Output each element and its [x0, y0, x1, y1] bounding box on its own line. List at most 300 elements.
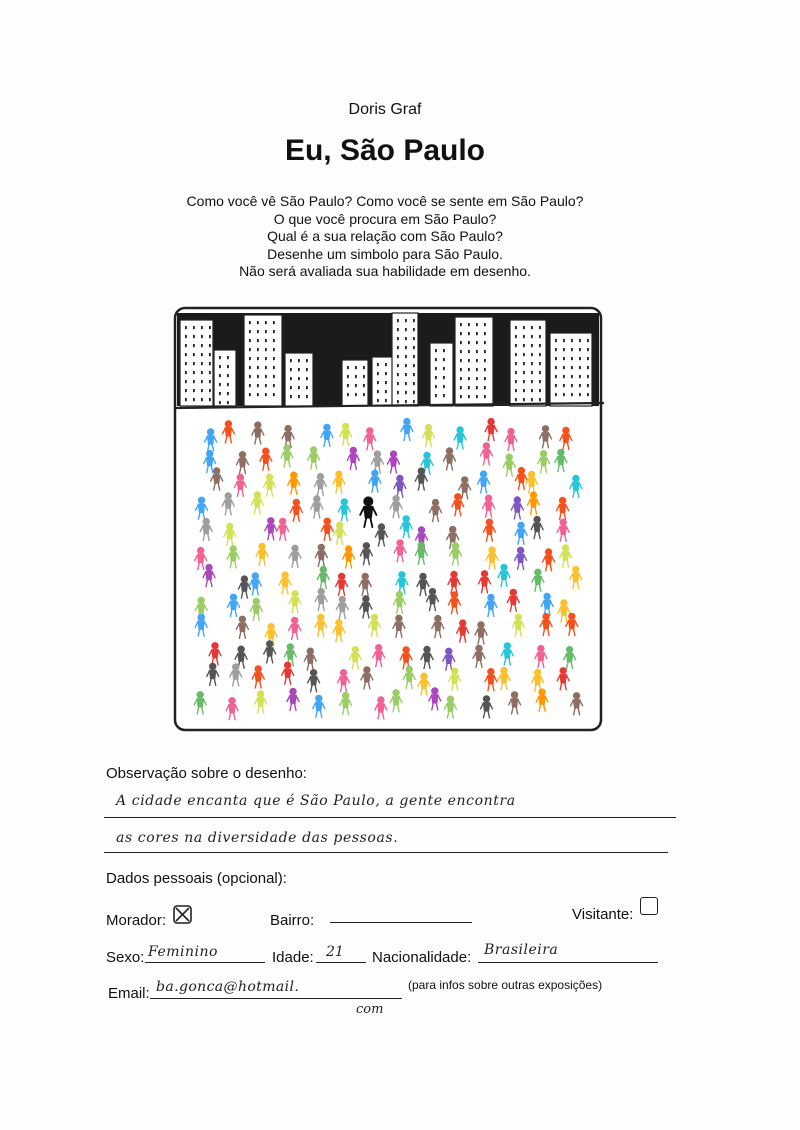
- window: [298, 386, 300, 389]
- prompt-line: Como você vê São Paulo? Como você se sente em São Paulo?: [186, 193, 584, 209]
- window: [209, 326, 211, 329]
- window: [587, 348, 589, 351]
- prompt-line: Desenhe um simbolo para São Paulo.: [267, 245, 503, 262]
- window: [468, 359, 470, 362]
- nationality-rule: [478, 962, 658, 963]
- window: [587, 366, 589, 369]
- window: [579, 339, 581, 342]
- window: [219, 365, 221, 368]
- window: [405, 337, 407, 340]
- window: [265, 366, 267, 369]
- window: [539, 398, 541, 401]
- window: [476, 341, 478, 344]
- window: [209, 380, 211, 383]
- window: [435, 385, 437, 388]
- window: [265, 393, 267, 396]
- window: [587, 339, 589, 342]
- window: [193, 326, 195, 329]
- window: [555, 384, 557, 387]
- window: [555, 339, 557, 342]
- window: [476, 368, 478, 371]
- window: [219, 383, 221, 386]
- observation-rule-2: [104, 852, 668, 853]
- window: [397, 328, 399, 331]
- window: [539, 335, 541, 338]
- window: [298, 368, 300, 371]
- window: [306, 359, 308, 362]
- window: [515, 389, 517, 392]
- window: [413, 355, 415, 358]
- prompt-line: Não será avaliada sua habilidade em desenho.: [239, 263, 531, 280]
- window: [257, 366, 259, 369]
- window: [587, 384, 589, 387]
- observation-text-line2[interactable]: as cores na diversidade das pessoas.: [116, 830, 399, 846]
- window: [249, 366, 251, 369]
- window: [571, 339, 573, 342]
- window: [571, 348, 573, 351]
- window: [265, 321, 267, 324]
- window: [405, 382, 407, 385]
- window: [355, 384, 357, 387]
- window: [209, 389, 211, 392]
- window: [405, 373, 407, 376]
- window: [413, 319, 415, 322]
- window: [435, 376, 437, 379]
- window: [531, 362, 533, 365]
- window: [468, 368, 470, 371]
- window: [201, 362, 203, 365]
- window: [484, 350, 486, 353]
- window: [257, 357, 259, 360]
- window: [355, 375, 357, 378]
- window: [397, 346, 399, 349]
- window: [476, 350, 478, 353]
- window: [377, 399, 379, 402]
- window: [413, 337, 415, 340]
- window: [193, 398, 195, 401]
- window: [290, 359, 292, 362]
- window: [397, 400, 399, 403]
- nationality-value[interactable]: Brasileira: [484, 942, 559, 958]
- window: [523, 344, 525, 347]
- window: [468, 341, 470, 344]
- window: [571, 375, 573, 378]
- window: [484, 341, 486, 344]
- window: [539, 353, 541, 356]
- email-rule: [150, 998, 402, 999]
- window: [539, 371, 541, 374]
- age-value[interactable]: 21: [326, 944, 344, 960]
- window: [193, 335, 195, 338]
- window: [413, 328, 415, 331]
- window: [531, 353, 533, 356]
- window: [257, 384, 259, 387]
- window: [257, 339, 259, 342]
- window: [397, 391, 399, 394]
- window: [219, 356, 221, 359]
- window: [531, 398, 533, 401]
- window: [539, 362, 541, 365]
- window: [579, 366, 581, 369]
- window: [201, 380, 203, 383]
- window: [468, 386, 470, 389]
- sex-label: Sexo:: [106, 949, 145, 966]
- sex-value[interactable]: Feminino: [148, 944, 218, 960]
- window: [587, 375, 589, 378]
- window: [563, 366, 565, 369]
- age-label: Idade:: [272, 949, 314, 966]
- window: [185, 362, 187, 365]
- window: [397, 337, 399, 340]
- window: [579, 375, 581, 378]
- window: [555, 357, 557, 360]
- prompt-questions: [0, 193, 770, 281]
- window: [523, 398, 525, 401]
- window: [201, 371, 203, 374]
- window: [227, 392, 229, 395]
- window: [515, 335, 517, 338]
- window: [306, 368, 308, 371]
- window: [193, 344, 195, 347]
- window: [531, 335, 533, 338]
- window: [290, 395, 292, 398]
- window: [405, 400, 407, 403]
- window: [484, 395, 486, 398]
- window: [405, 328, 407, 331]
- window: [298, 359, 300, 362]
- window: [265, 339, 267, 342]
- window: [555, 393, 557, 396]
- window: [265, 357, 267, 360]
- window: [273, 348, 275, 351]
- window: [443, 376, 445, 379]
- window: [185, 353, 187, 356]
- skyline: [177, 313, 599, 406]
- page-title: Eu, São Paulo: [284, 134, 486, 167]
- window: [587, 393, 589, 396]
- window: [209, 353, 211, 356]
- window: [193, 389, 195, 392]
- window: [185, 380, 187, 383]
- personal-data-label: Dados pessoais (opcional):: [106, 870, 287, 887]
- window: [273, 330, 275, 333]
- window: [209, 362, 211, 365]
- window: [435, 349, 437, 352]
- window: [413, 373, 415, 376]
- window: [405, 355, 407, 358]
- window: [377, 363, 379, 366]
- window: [249, 321, 251, 324]
- window: [405, 364, 407, 367]
- building: [180, 320, 213, 406]
- window: [460, 359, 462, 362]
- window: [201, 335, 203, 338]
- window: [347, 375, 349, 378]
- window: [227, 374, 229, 377]
- observation-text-line1[interactable]: A cidade encanta que é São Paulo, a gente encontra: [116, 793, 516, 809]
- window: [257, 348, 259, 351]
- window: [363, 366, 365, 369]
- window: [385, 381, 387, 384]
- window: [265, 330, 267, 333]
- window: [363, 375, 365, 378]
- window: [460, 350, 462, 353]
- window: [273, 339, 275, 342]
- window: [257, 393, 259, 396]
- window: [306, 386, 308, 389]
- window: [273, 357, 275, 360]
- email-note: (para infos sobre outras exposições): [408, 978, 603, 992]
- window: [209, 398, 211, 401]
- window: [249, 384, 251, 387]
- window: [273, 375, 275, 378]
- window: [484, 368, 486, 371]
- window: [523, 371, 525, 374]
- window: [571, 384, 573, 387]
- window: [185, 335, 187, 338]
- window: [587, 357, 589, 360]
- window: [523, 380, 525, 383]
- window: [476, 323, 478, 326]
- window: [273, 393, 275, 396]
- window: [435, 394, 437, 397]
- window: [468, 323, 470, 326]
- window: [413, 400, 415, 403]
- window: [397, 355, 399, 358]
- building: [244, 315, 282, 406]
- window: [531, 371, 533, 374]
- window: [385, 363, 387, 366]
- visitor-checkbox[interactable]: [640, 897, 658, 915]
- window: [201, 326, 203, 329]
- observation-rule-1: [104, 817, 676, 818]
- window: [249, 357, 251, 360]
- email-value-continuation: com: [356, 1002, 384, 1017]
- window: [460, 368, 462, 371]
- visitor-label: Visitante:: [572, 906, 634, 923]
- window: [555, 348, 557, 351]
- window: [443, 367, 445, 370]
- window: [460, 323, 462, 326]
- window: [185, 371, 187, 374]
- window: [363, 393, 365, 396]
- window: [443, 349, 445, 352]
- window: [523, 389, 525, 392]
- window: [377, 381, 379, 384]
- window: [249, 375, 251, 378]
- window: [539, 389, 541, 392]
- window: [555, 375, 557, 378]
- window: [476, 359, 478, 362]
- window: [265, 384, 267, 387]
- window: [515, 344, 517, 347]
- window: [563, 357, 565, 360]
- window: [484, 323, 486, 326]
- window: [531, 344, 533, 347]
- window: [249, 339, 251, 342]
- window: [515, 362, 517, 365]
- window: [523, 335, 525, 338]
- window: [579, 393, 581, 396]
- window: [347, 393, 349, 396]
- window: [219, 401, 221, 404]
- email-label: Email:: [108, 985, 150, 1002]
- window: [460, 386, 462, 389]
- window: [476, 395, 478, 398]
- window: [257, 321, 259, 324]
- window: [185, 344, 187, 347]
- window: [413, 364, 415, 367]
- window: [355, 393, 357, 396]
- window: [355, 366, 357, 369]
- window: [227, 401, 229, 404]
- window: [579, 348, 581, 351]
- building: [430, 343, 453, 406]
- window: [265, 375, 267, 378]
- window: [290, 386, 292, 389]
- window: [435, 358, 437, 361]
- window: [227, 365, 229, 368]
- window: [385, 390, 387, 393]
- window: [397, 373, 399, 376]
- window: [563, 348, 565, 351]
- window: [249, 330, 251, 333]
- window: [468, 332, 470, 335]
- window: [306, 395, 308, 398]
- window: [515, 353, 517, 356]
- window: [468, 350, 470, 353]
- window: [377, 390, 379, 393]
- window: [397, 382, 399, 385]
- window: [515, 380, 517, 383]
- window: [227, 356, 229, 359]
- window: [257, 375, 259, 378]
- window: [484, 332, 486, 335]
- window: [468, 377, 470, 380]
- window: [443, 394, 445, 397]
- window: [579, 384, 581, 387]
- window: [515, 326, 517, 329]
- window: [201, 344, 203, 347]
- window: [249, 348, 251, 351]
- window: [571, 357, 573, 360]
- window: [347, 384, 349, 387]
- window: [443, 358, 445, 361]
- window: [385, 372, 387, 375]
- window: [563, 393, 565, 396]
- window: [476, 332, 478, 335]
- city-drawing: [172, 305, 604, 733]
- email-value[interactable]: ba.gonca@hotmail.: [156, 979, 300, 995]
- window: [571, 393, 573, 396]
- window: [563, 384, 565, 387]
- window: [265, 348, 267, 351]
- neighborhood-label: Bairro:: [270, 912, 315, 929]
- window: [539, 344, 541, 347]
- sex-rule: [145, 962, 265, 963]
- window: [363, 384, 365, 387]
- window: [377, 372, 379, 375]
- window: [531, 326, 533, 329]
- window: [397, 319, 399, 322]
- window: [563, 375, 565, 378]
- window: [298, 395, 300, 398]
- window: [539, 380, 541, 383]
- window: [201, 389, 203, 392]
- window: [531, 389, 533, 392]
- window: [405, 346, 407, 349]
- window: [523, 353, 525, 356]
- window: [193, 362, 195, 365]
- window: [257, 330, 259, 333]
- window: [476, 386, 478, 389]
- window: [219, 392, 221, 395]
- window: [273, 321, 275, 324]
- window: [484, 359, 486, 362]
- window: [515, 371, 517, 374]
- window: [185, 398, 187, 401]
- window: [185, 326, 187, 329]
- window: [523, 326, 525, 329]
- window: [219, 374, 221, 377]
- window: [306, 377, 308, 380]
- resident-label: Morador:: [106, 912, 167, 929]
- window: [201, 398, 203, 401]
- window: [193, 353, 195, 356]
- prompt-line: Qual é a sua relação com São Paulo?: [267, 228, 503, 245]
- window: [209, 335, 211, 338]
- window: [273, 384, 275, 387]
- window: [435, 367, 437, 370]
- window: [413, 382, 415, 385]
- window: [523, 362, 525, 365]
- window: [460, 395, 462, 398]
- window: [347, 366, 349, 369]
- window: [515, 398, 517, 401]
- window: [209, 371, 211, 374]
- window: [201, 353, 203, 356]
- resident-checkbox[interactable]: [172, 904, 194, 926]
- window: [531, 380, 533, 383]
- age-rule: [316, 962, 366, 963]
- window: [397, 364, 399, 367]
- window: [298, 377, 300, 380]
- window: [460, 341, 462, 344]
- neighborhood-rule: [330, 922, 472, 923]
- window: [468, 395, 470, 398]
- prompt-line: O que você procura em São Paulo?: [273, 210, 497, 227]
- window: [405, 391, 407, 394]
- window: [413, 346, 415, 349]
- window: [290, 368, 292, 371]
- window: [555, 366, 557, 369]
- window: [443, 385, 445, 388]
- window: [579, 357, 581, 360]
- nationality-label: Nacionalidade:: [372, 949, 472, 966]
- observation-label: Observação sobre o desenho:: [106, 765, 307, 782]
- window: [209, 344, 211, 347]
- building: [214, 350, 236, 406]
- window: [484, 386, 486, 389]
- window: [405, 319, 407, 322]
- window: [227, 383, 229, 386]
- window: [193, 380, 195, 383]
- window: [249, 393, 251, 396]
- window: [476, 377, 478, 380]
- author-name: Doris Graf: [348, 101, 422, 118]
- window: [571, 366, 573, 369]
- window: [539, 326, 541, 329]
